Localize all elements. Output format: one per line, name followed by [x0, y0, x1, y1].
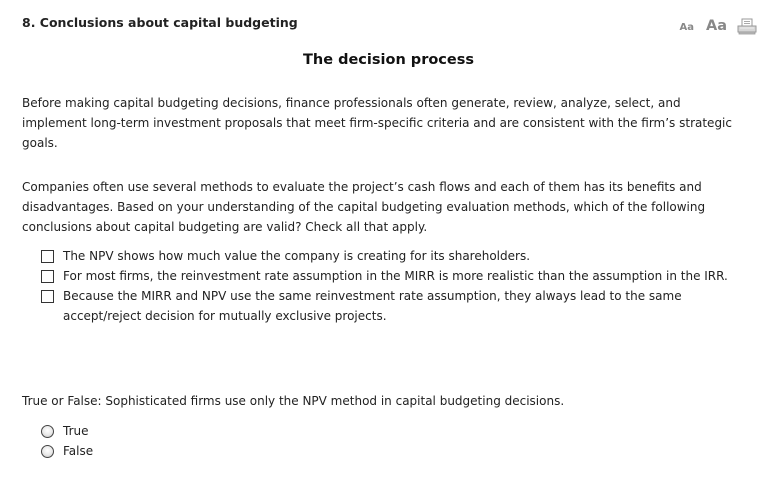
radio-button[interactable] [41, 445, 54, 458]
checkbox-label: The NPV shows how much value the company is creating for its shareholders. [63, 249, 531, 263]
checkbox-option-mirr-reinvestment[interactable] [41, 266, 741, 286]
radio-option-false[interactable] [41, 441, 93, 461]
decrease-text-size-button[interactable]: Aa [679, 22, 694, 33]
checkbox[interactable] [41, 250, 54, 263]
radio-group [41, 421, 93, 461]
checkbox-group [41, 246, 741, 326]
radio-option-true[interactable] [41, 421, 93, 441]
increase-text-size-button[interactable]: Aa [705, 18, 727, 34]
question-title: 8. Conclusions about capital budgeting [22, 15, 298, 30]
checkbox[interactable] [41, 270, 54, 283]
section-title: The decision process [303, 52, 474, 68]
question-header [22, 15, 757, 35]
print-icon[interactable] [737, 18, 757, 35]
toolbar [679, 15, 757, 35]
checkbox[interactable] [41, 290, 54, 303]
checkbox-label: Because the MIRR and NPV use the same reinvestment rate assumption, they always lead to the same accept/reject decision for mutually exclusive projects. [63, 289, 682, 323]
question-paragraph: Companies often use several methods to evaluate the project’s cash flows and each of them has its benefits and disadvantages. Based on your understanding of the capital budgeting evaluation methods, which of the following conclusions about capital budgeting are valid? Check all that apply. [22, 180, 706, 234]
radio-label: False [63, 444, 94, 458]
checkbox-label: For most firms, the reinvestment rate assumption in the MIRR is more realistic than the assumption in the IRR. [63, 269, 728, 283]
intro-paragraph: Before making capital budgeting decisions, finance professionals often generate, review, analyze, select, and implement long-term investment proposals that meet firm-specific criteria and are consistent with the firm’s strategic goals. [22, 96, 732, 150]
radio-button[interactable] [41, 425, 54, 438]
true-false-question: True or False: Sophisticated firms use only the NPV method in capital budgeting decisions. [22, 394, 565, 408]
radio-label: True [63, 424, 89, 438]
checkbox-option-mirr-npv-same-decision[interactable] [41, 286, 741, 326]
checkbox-option-npv-value[interactable] [41, 246, 741, 266]
